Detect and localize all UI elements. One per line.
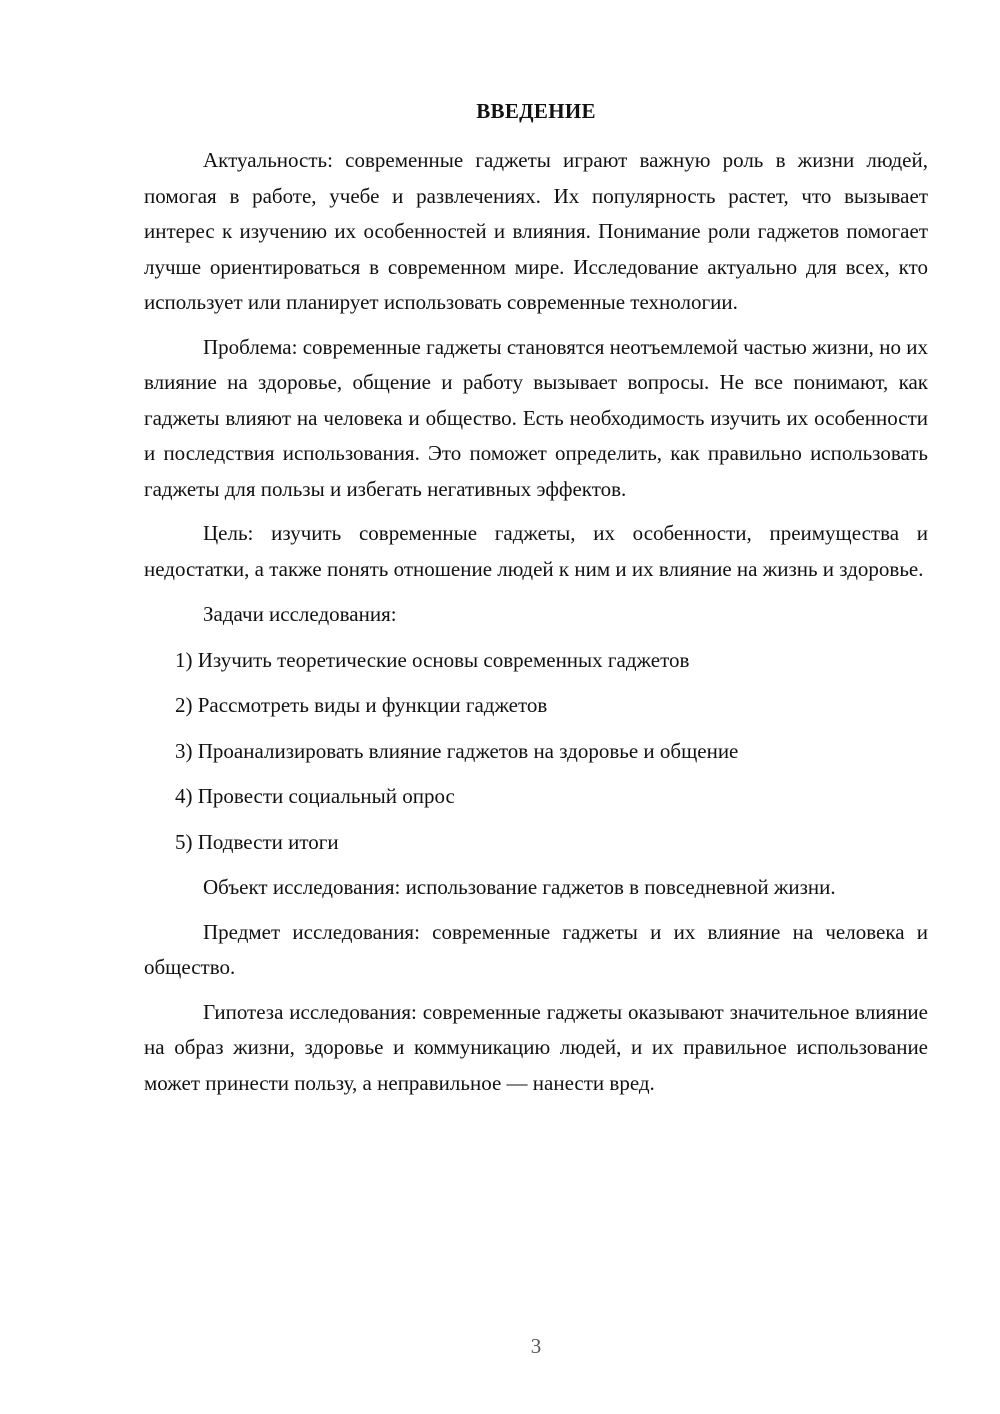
tasks-intro: Задачи исследования:	[203, 602, 397, 626]
object-paragraph: Объект исследования: использование гаджетов в повседневной жизни.	[203, 875, 836, 899]
problem-paragraph: Проблема: современные гаджеты становятся неотъемлемой частью жизни, но их влияние на здоровье, общение и работу вызывает вопросы. Не все понимают, как гаджеты влияют на человека и общество. Есть необходимость изучить их особенности и последствия использования. Это поможет определить, как правильно использовать гаджеты для пользы и избегать негативных эффектов.	[144, 334, 928, 501]
goal-paragraph: Цель: изучить современные гаджеты, их особенности, преимущества и недостатки, а также понять отношение людей к ним и их влияние на жизнь и здоровье.	[144, 521, 928, 581]
page-number: 3	[530, 1334, 542, 1358]
task-item: 5) Подвести итоги	[175, 829, 339, 854]
relevance-paragraph: Актуальность: современные гаджеты играют важную роль в жизни людей, помогая в работе, учебе и развлечениях. Их популярность растет, что вызывает интерес к изучению их особенностей и влияния. Понимание роли гаджетов помогает лучше ориентироваться в современном мире. Исследование актуально для всех, кто использует или планирует использовать современные технологии.	[144, 148, 928, 314]
task-item: 1) Изучить теоретические основы современных гаджетов	[175, 647, 690, 672]
tasks-list	[144, 643, 928, 861]
hypothesis-paragraph: Гипотеза исследования: современные гаджеты оказывают значительное влияние на образ жизни, здоровье и коммуникацию людей, и их правильное использование может принести пользу, а неправильное — нанести вред.	[144, 999, 928, 1095]
task-item: 3) Проанализировать влияние гаджетов на здоровье и общение	[175, 738, 739, 763]
subject-paragraph: Предмет исследования: современные гаджеты и их влияние на человека и общество.	[144, 919, 928, 979]
task-item: 4) Провести социальный опрос	[175, 784, 455, 808]
task-item: 2) Рассмотреть виды и функции гаджетов	[175, 693, 548, 717]
page-title: ВВЕДЕНИЕ	[476, 99, 596, 123]
page-content	[144, 96, 928, 1101]
